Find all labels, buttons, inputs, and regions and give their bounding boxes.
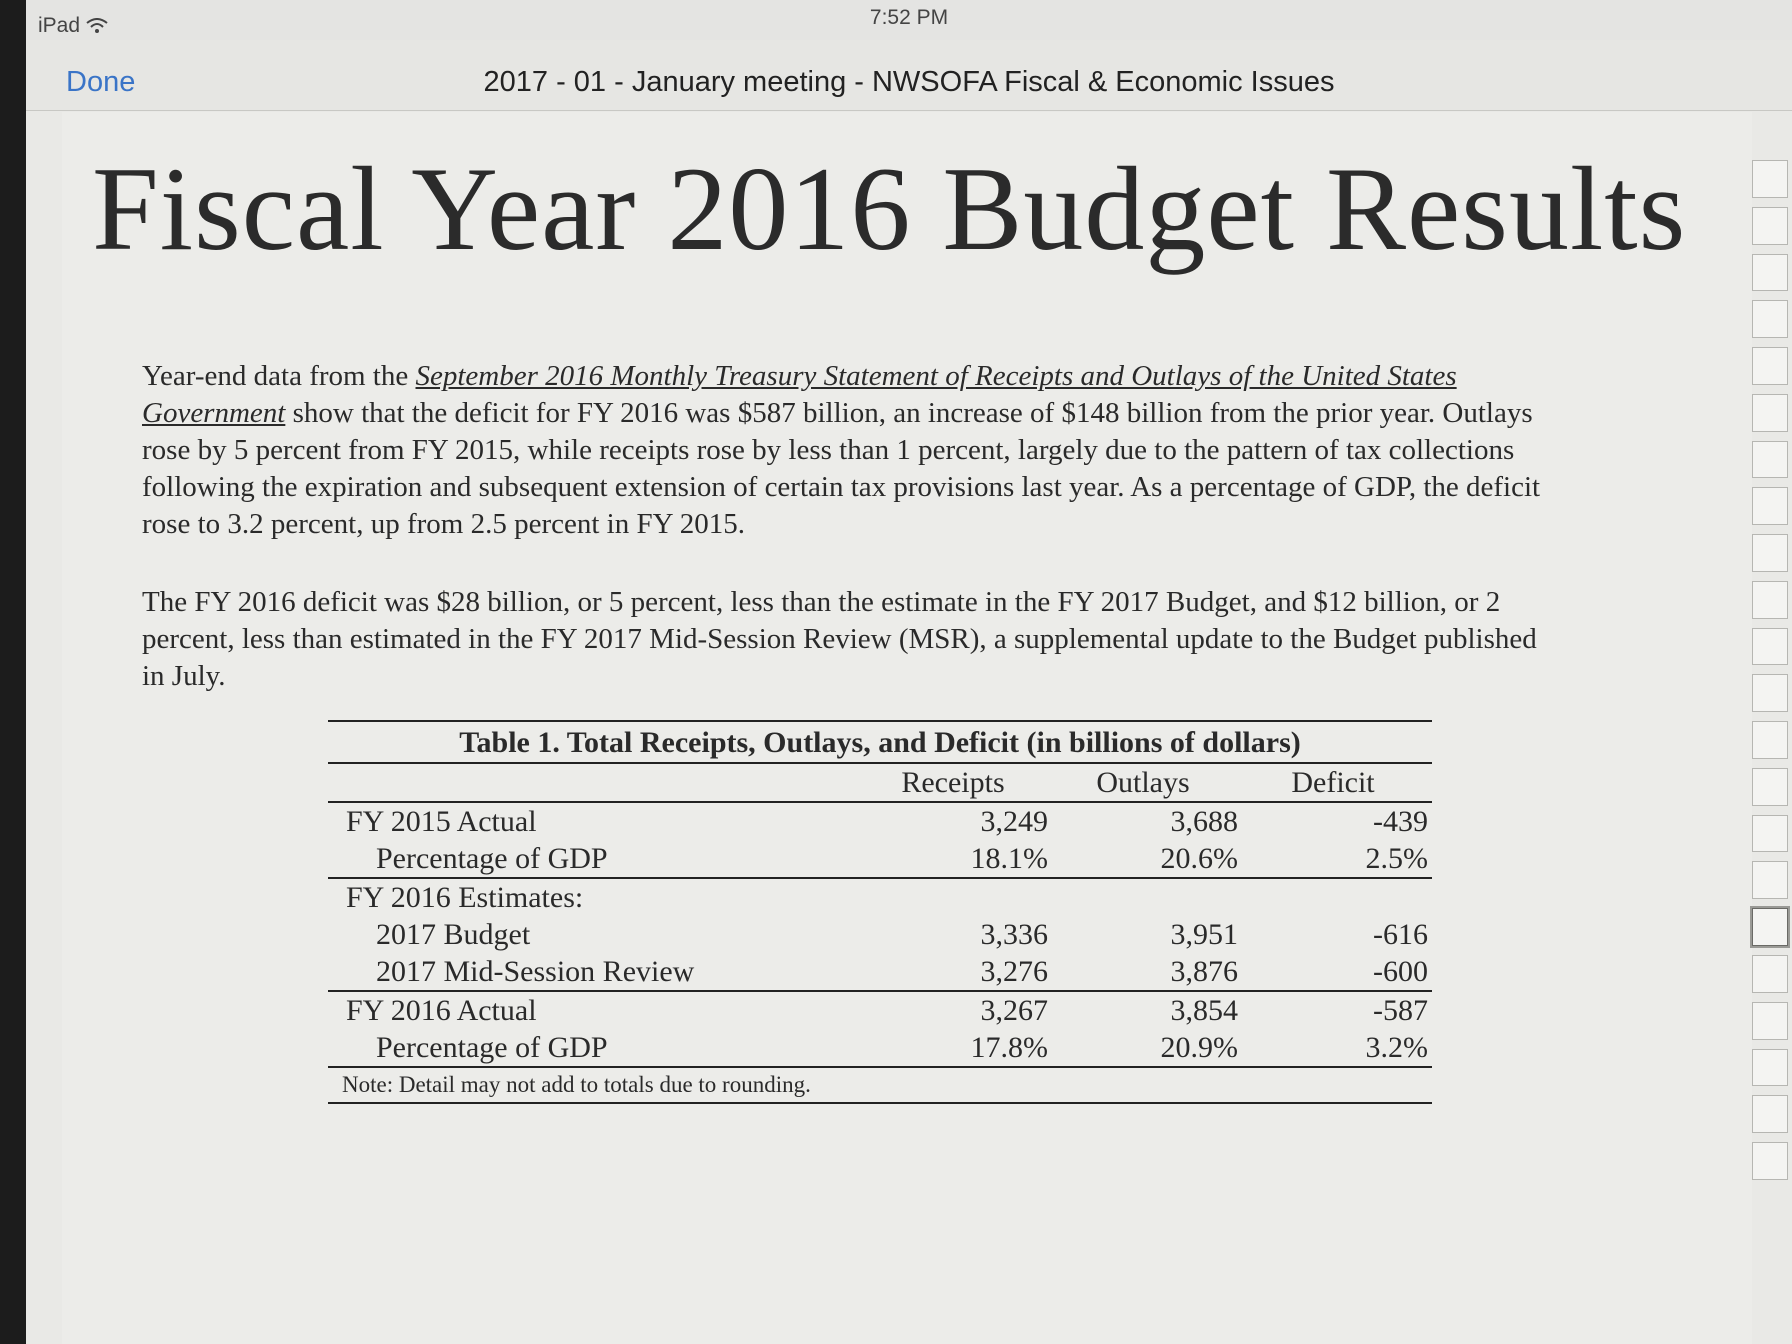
cell-receipts: 3,249 (980, 805, 1048, 838)
page-thumbnail[interactable] (1752, 160, 1788, 198)
document-page[interactable] (62, 112, 1752, 1344)
page-thumbnail[interactable] (1752, 441, 1788, 479)
page-thumbnail[interactable] (1752, 207, 1788, 245)
table-rule-bottom (328, 1102, 1432, 1104)
cell-receipts: 17.8% (970, 1031, 1048, 1064)
page-thumbnail[interactable] (1752, 1002, 1788, 1040)
row-label: 2017 Mid-Session Review (376, 955, 695, 988)
page-thumbnail[interactable] (1752, 721, 1788, 759)
status-bar (26, 0, 1792, 40)
page-thumbnail[interactable] (1752, 394, 1788, 432)
page-thumbnail[interactable] (1752, 1142, 1788, 1180)
document-title: 2017 - 01 - January meeting - NWSOFA Fiscal & Economic Issues (483, 66, 1335, 98)
row-label: FY 2015 Actual (346, 805, 537, 838)
cell-deficit: 2.5% (1365, 842, 1428, 875)
paragraph-1-text: show that the deficit for FY 2016 was $587 billion, an increase of $148 billion from the prior year. Outlays rose by 5 percent from FY 2015, while receipts rose by less than 1 percent, largely due to the pattern of tax collections following the expiration and subsequent extension of certain tax provisions last year. As a percentage of GDP, the deficit rose to 3.2 percent, up from 2.5 percent in FY 2015. (142, 397, 1541, 540)
page-thumbnail-rail (1748, 160, 1792, 1180)
cell-outlays: 20.9% (1160, 1031, 1238, 1064)
row-label: 2017 Budget (376, 918, 531, 951)
column-header: Deficit (1291, 766, 1375, 799)
table-row (328, 992, 1432, 1029)
cell-outlays: 20.6% (1160, 842, 1238, 875)
page-thumbnail[interactable] (1752, 861, 1788, 899)
page-thumbnail-current[interactable] (1752, 908, 1788, 946)
table-row (328, 803, 1432, 840)
table-caption: Table 1. Total Receipts, Outlays, and Deficit (in billions of dollars) (459, 726, 1301, 759)
page-thumbnail[interactable] (1752, 487, 1788, 525)
cell-outlays: 3,854 (1170, 994, 1238, 1027)
page-thumbnail[interactable] (1752, 768, 1788, 806)
page-thumbnail[interactable] (1752, 955, 1788, 993)
page-thumbnail[interactable] (1752, 815, 1788, 853)
cell-deficit: -587 (1373, 994, 1428, 1027)
row-label: Percentage of GDP (376, 1031, 608, 1064)
cell-deficit: -616 (1373, 918, 1428, 951)
cell-receipts: 3,276 (980, 955, 1048, 988)
paragraph-1 (142, 358, 1542, 543)
paragraph-2: The FY 2016 deficit was $28 billion, or 5 percent, less than the estimate in the FY 2017 Budget, and $12 billion, or 2 percent, less than estimated in the FY 2017 Mid-Session Review (MSR), a supplemental update to the Budget published in July. (142, 586, 1537, 692)
page-thumbnail[interactable] (1752, 347, 1788, 385)
cell-outlays: 3,951 (1170, 918, 1238, 951)
ipad-screen (26, 0, 1792, 1344)
cell-deficit: -439 (1373, 805, 1428, 838)
cell-receipts: 3,267 (980, 994, 1048, 1027)
paragraph-1-prefix: Year-end data from the (142, 360, 416, 392)
row-label: Percentage of GDP (376, 842, 608, 875)
status-time: 7:52 PM (869, 6, 949, 29)
page-thumbnail[interactable] (1752, 300, 1788, 338)
table-header-row (328, 764, 1432, 801)
table-row (328, 1029, 1432, 1066)
page-thumbnail[interactable] (1752, 1095, 1788, 1133)
column-header: Receipts (901, 766, 1005, 799)
column-header: Outlays (1096, 766, 1190, 799)
cell-receipts: 18.1% (970, 842, 1048, 875)
page-thumbnail[interactable] (1752, 1049, 1788, 1087)
row-label: FY 2016 Actual (346, 994, 537, 1027)
device-label: iPad (38, 14, 81, 37)
cell-deficit: -600 (1373, 955, 1428, 988)
page-thumbnail[interactable] (1752, 254, 1788, 292)
table-row (328, 840, 1432, 877)
table-row (328, 879, 1432, 916)
budget-table (328, 720, 1432, 1104)
treasury-statement-link[interactable]: September 2016 Monthly Treasury Statement of Receipts and Outlays of the United States Government (142, 360, 1457, 429)
page-heading: Fiscal Year 2016 Budget Results (92, 142, 1687, 275)
cell-deficit: 3.2% (1365, 1031, 1428, 1064)
nav-bar (26, 40, 1792, 111)
page-thumbnail[interactable] (1752, 674, 1788, 712)
table-note: Note: Detail may not add to totals due to rounding. (342, 1072, 811, 1097)
row-label: FY 2016 Estimates: (346, 881, 584, 914)
page-thumbnail[interactable] (1752, 534, 1788, 572)
cell-receipts: 3,336 (980, 918, 1048, 951)
table-row (328, 953, 1432, 990)
cell-outlays: 3,876 (1170, 955, 1238, 988)
page-thumbnail[interactable] (1752, 628, 1788, 666)
table-row (328, 916, 1432, 953)
done-button[interactable]: Done (66, 66, 136, 98)
page-thumbnail[interactable] (1752, 581, 1788, 619)
cell-outlays: 3,688 (1170, 805, 1238, 838)
